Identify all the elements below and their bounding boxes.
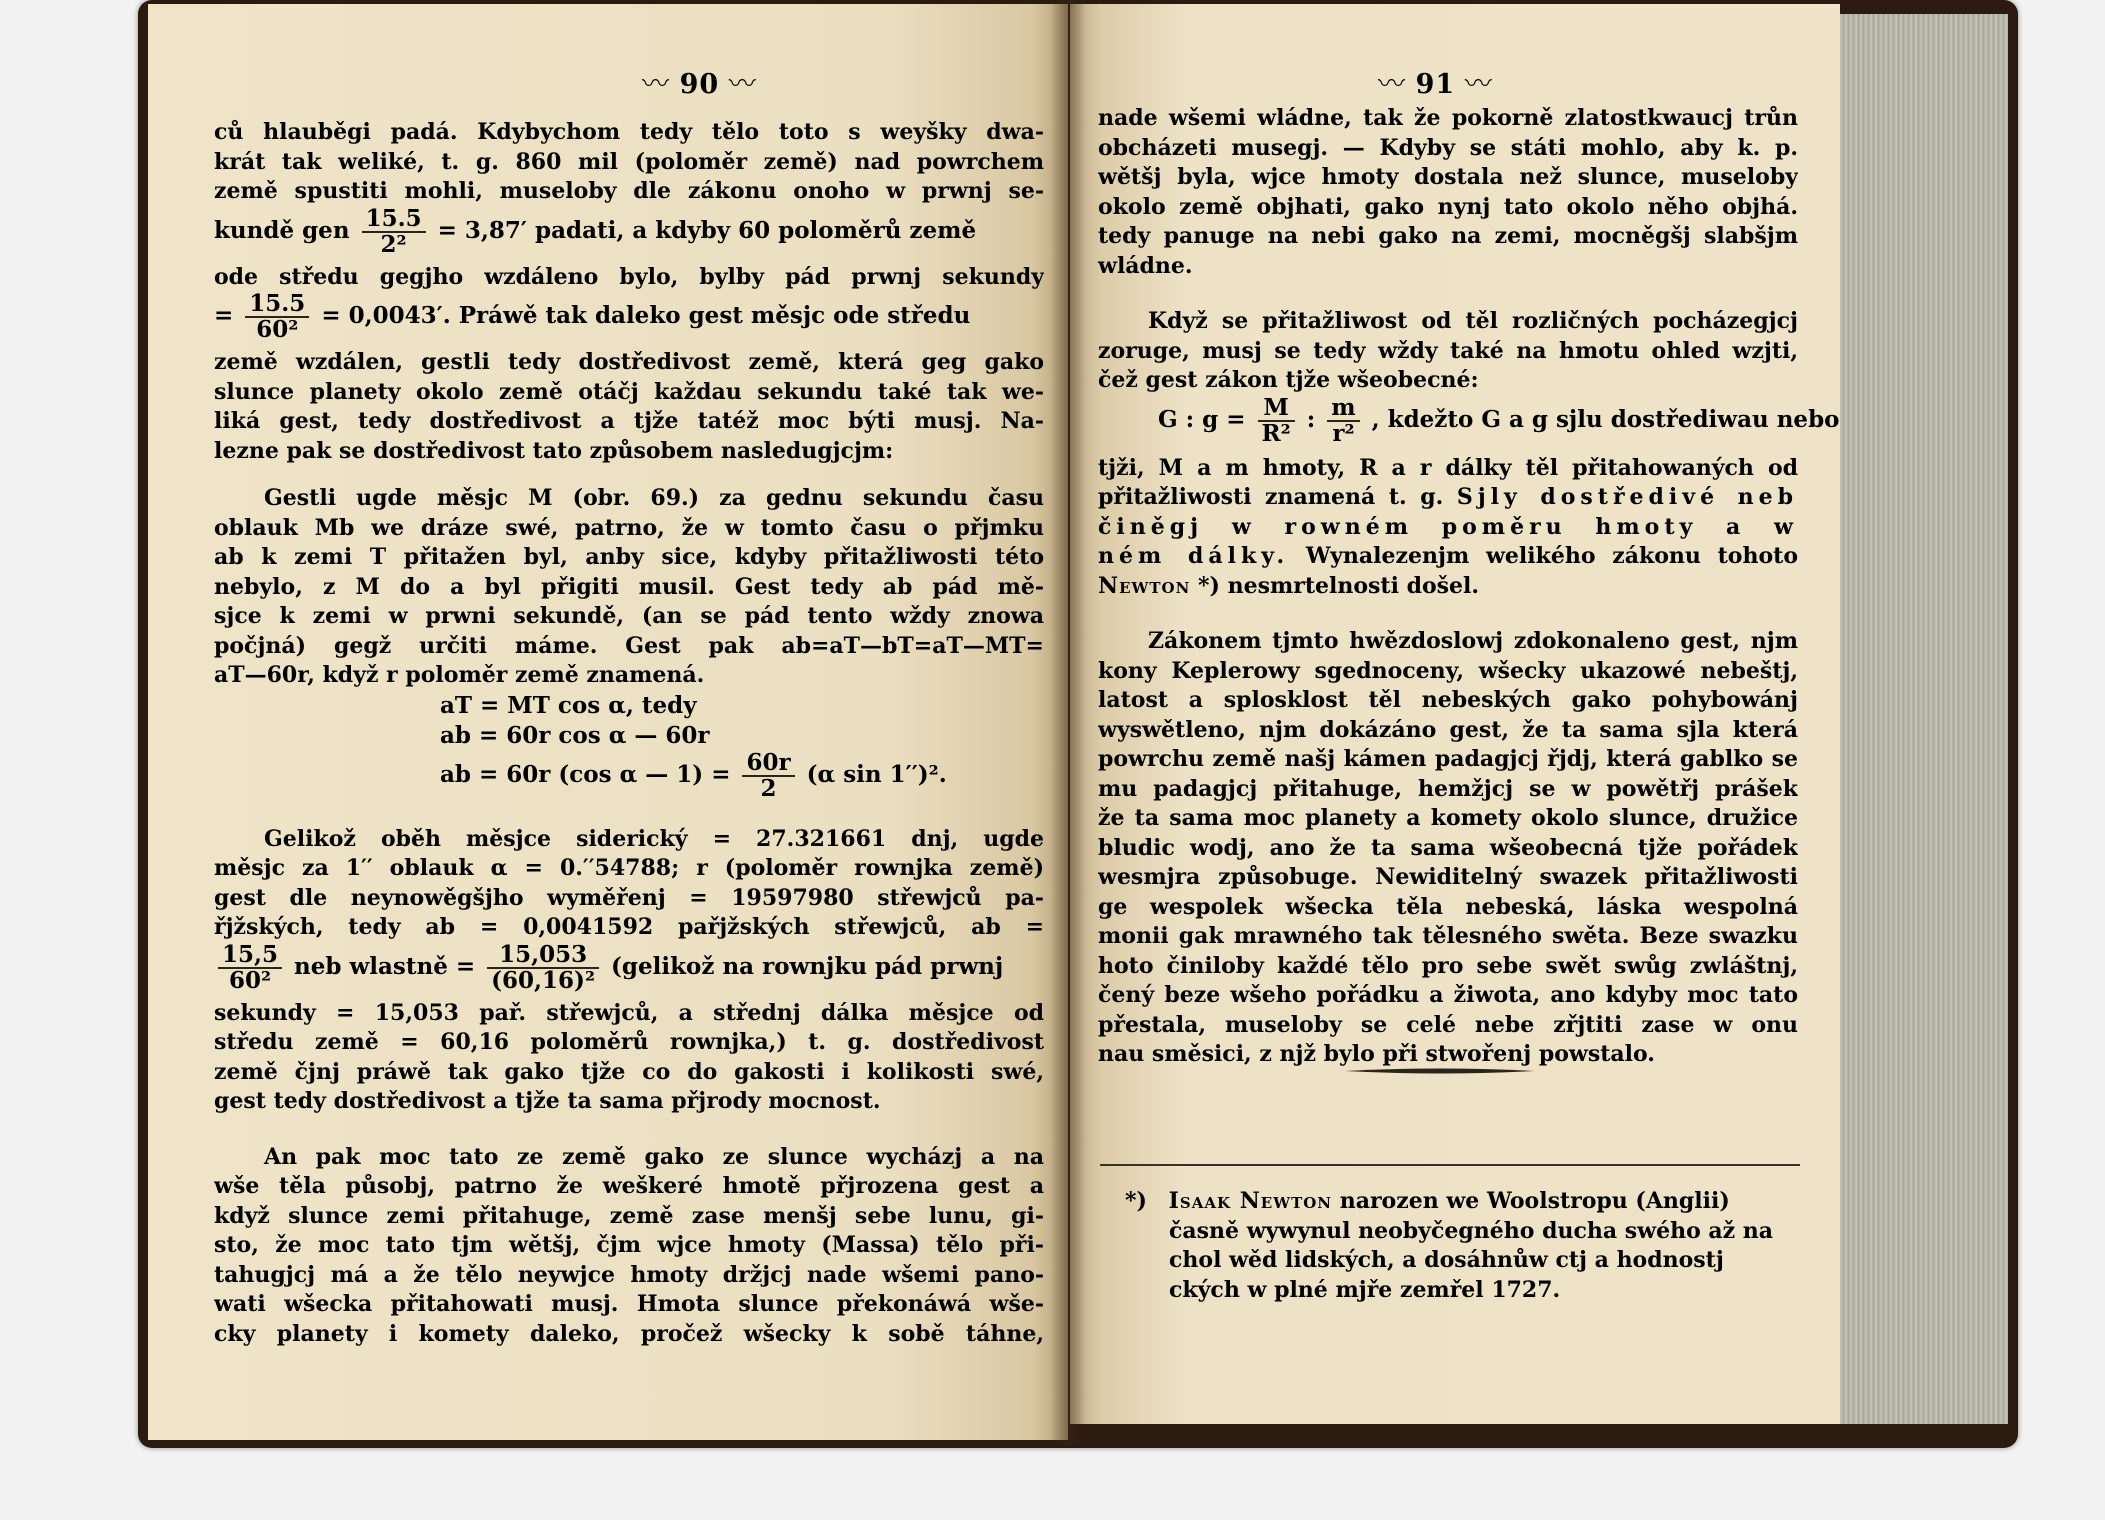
- text-line: země spustiti mohli, museloby dle zákonu onoho w prwnj se-: [214, 178, 1044, 204]
- text-line: sjce k zemi w prwni sekundě, (an se pád tento wždy znowa: [214, 603, 1044, 629]
- text-line: Zákonem tjmto hwězdoslowj zdokonaleno gest, njm: [1148, 628, 1798, 654]
- text-line: cky planety i komety daleko, pročež wšecky k sobě táhne,: [214, 1320, 1044, 1347]
- text-line: powrchu země našj kámen padagjcj řjdj, která gablko se: [1098, 746, 1798, 772]
- text-line: slunce planety okolo země otáčj každau sekundu také tak we-: [214, 378, 1044, 405]
- text-line: krát tak weliké, t. g. 860 mil (poloměr země) nad powrchem: [214, 148, 1044, 175]
- footnote-rule: [1100, 1164, 1800, 1166]
- text-line: že ta sama moc planety a komety okolo slunce, družice: [1098, 805, 1798, 831]
- text-line: nade wšemi wládne, tak že pokorně zlatostkwaucj trůn: [1098, 105, 1798, 131]
- text-line: latost a splosklost těl nebeských gako pohybowánj: [1098, 687, 1798, 713]
- text-line: ode středu gegjho wzdáleno bylo, bylby pád prwnj sekundy: [214, 263, 1044, 290]
- text-line: hoto činiloby každé tělo pro sebe swět swůg zwláštnj,: [1098, 952, 1798, 979]
- text-line: Newton *) nesmrtelnosti došel.: [1098, 572, 1480, 599]
- text-line: sekundy = 15,053 pař. střewjců, a střednj dálka měsjce od: [214, 999, 1044, 1026]
- equation-4: ab = 60r cos α — 60r: [440, 721, 710, 749]
- text-line: měsjc za 1′′ oblauk α = 0.′′54788; r (poloměr rownjka země): [214, 855, 1044, 881]
- text-line: kony Keplerowy sgednoceny, wšecky ukazowé nebeštj,: [1098, 657, 1798, 684]
- text-line: ab k zemi T přitažen byl, anby sice, kdyby přitažliwosti této: [214, 544, 1044, 570]
- equation-2: = $\frac{15.5}{\text{60²}}$ = 0,0043′. Práwě tak daleko gest měsjc ode středu: [214, 290, 971, 343]
- text-line: wše těla působj, patrno že weškeré hmotě přjrozena gest a: [214, 1173, 1044, 1199]
- text-line: wati wšecka přitahowati musj. Hmota slunce překonáwá wše-: [214, 1291, 1044, 1317]
- text-line: wesmjra způsobuge. Newiditelný swazek přitažliwosti: [1098, 864, 1798, 890]
- left-page-text: [214, 118, 1044, 1349]
- text-line: nau směsici, z njž bylo při stwořenj powstalo.: [1098, 1041, 1655, 1067]
- equation-6: $\frac{15,5}{\text{60²}}$ neb wlastně = $\frac{15,053}{\text{(60,16)²}}$ (gelikož na rownjku pád prwnj: [214, 943, 1044, 999]
- text-line: čež gest zákon tjže wšeobecné:: [1098, 367, 1479, 393]
- text-line: An pak moc tato ze země gako ze slunce wycházj a na: [264, 1143, 1044, 1170]
- text-line: když slunce zemi přitahuge, země zase menšj sebe lunu, gi-: [214, 1202, 1044, 1229]
- right-page-number: 〰 91 〰: [1378, 69, 1493, 100]
- text-line: počjná) gegž určiti máme. Gest pak ab=aT—bT=aT—MT=: [214, 632, 1044, 659]
- text-line: Když se přitažliwost od těl rozličných pocházegjcj: [1148, 308, 1798, 334]
- book-gutter: [1050, 0, 1086, 1446]
- text-line: bludic wodj, ano že ta sama wšeobecná tjže pořádek: [1098, 834, 1798, 861]
- text-line: gest tedy dostředivost a tjže ta sama přjrody mocnost.: [214, 1088, 881, 1114]
- text-line: wyswětleno, njm dokázáno gest, že ta sama sjla která: [1098, 716, 1798, 743]
- text-line: monii gak mrawného tak tělesného swěta. Beze swazku: [1098, 923, 1798, 949]
- text-line: činěgj w rowném poměru hmoty a w: [1098, 513, 1798, 540]
- text-line: mu padagjcj přitahuge, hemžjcj se w powětřj prášek: [1098, 775, 1798, 802]
- text-line: okolo země objhati, gako nynj tato okolo něho objhá.: [1098, 193, 1798, 220]
- text-line: přitažliwosti znamená t. g. Sjly dostředivé neb: [1098, 484, 1798, 510]
- text-line: Gestli ugde měsjc M (obr. 69.) za gednu sekundu času: [264, 485, 1044, 511]
- equation-3: aT = MT cos α, tedy: [440, 691, 697, 719]
- equation-5: ab = 60r (cos α — 1) = $\frac{60r}{2}$ (α sin 1′′)².: [440, 748, 947, 802]
- footnote-line: *) Isaak Newton narozen we Woolstropu (Anglii): [1125, 1188, 1730, 1214]
- text-line: tedy panuge na nebi gako na zemi, mocněgšj slabšjm: [1098, 223, 1798, 249]
- text-line: ge wespolek wšecka těla nebeská, láska wespolná: [1098, 893, 1798, 920]
- text-line: ném dálky. Wynalezenjm welikého zákonu tohoto: [1098, 543, 1798, 569]
- text-line: wládne.: [1098, 252, 1193, 279]
- text-line: wětšj byla, wjce hmoty dostala než slunce, museloby: [1098, 164, 1798, 190]
- text-line: tahugjcj má a že tělo neywjce hmoty držjcj nade wšemi pano-: [214, 1261, 1044, 1288]
- ornament-divider: [1345, 1066, 1535, 1076]
- equation-gravity: G : g = $\frac{M}{\text{R²}}$ : $\frac{m}{\text{r²}}$ , kdežto G a g sjlu dostřediwau nebo: [1158, 393, 1840, 447]
- text-line: sto, že moc tato tjm wětšj, čjm wjce hmoty (Massa) tělo při-: [214, 1232, 1044, 1258]
- text-line: středu země = 60,16 poloměrů rownjka,) t. g. dostředivost: [214, 1029, 1044, 1055]
- footnote: [1125, 1186, 1795, 1304]
- text-line: přestala, museloby se celé nebe zřjtiti zase w onu: [1098, 1011, 1798, 1038]
- text-line: nebylo, z M do a byl přigiti musil. Gest tedy ab pád mě-: [214, 573, 1044, 600]
- text-line: ců hlauběgi padá. Kdybychom tedy tělo toto s weyšky dwa-: [214, 119, 1044, 145]
- text-line: tjži, M a m hmoty, R a r dálky těl přitahowaných od: [1098, 454, 1798, 481]
- text-line: řjžských, tedy ab = 0,0041592 pařjžských střewjců, ab =: [214, 914, 1044, 940]
- footnote-line: chol wěd lidských, a dosáhnůw ctj a hodnostj: [1169, 1247, 1724, 1273]
- text-line: liká gest, tedy dostředivost a tjže tatéž moc býti musj. Na-: [214, 408, 1044, 434]
- page-edges: [1840, 14, 2008, 1424]
- text-line: oblauk Mb we dráze swé, patrno, že w tomto času o přjmku: [214, 514, 1044, 541]
- text-line: zoruge, musj se tedy wždy také na hmotu ohled wzjti,: [1098, 337, 1798, 364]
- footnote-line: ckých w plné mjře zemřel 1727.: [1169, 1276, 1561, 1303]
- text-line: Gelikož oběh měsjce siderický = 27.321661 dnj, ugde: [264, 825, 1044, 852]
- text-line: čený beze wšeho pořádku a žiwota, ano kdyby moc tato: [1098, 982, 1798, 1008]
- text-line: země čjnj práwě tak gako tjže co do gakosti i kolikosti swé,: [214, 1058, 1044, 1085]
- text-line: gest dle neynowěgšjho wyměřenj = 19597980 střewjců pa-: [214, 884, 1044, 911]
- text-line: lezne pak se dostředivost tato způsobem nasledugjcjm:: [214, 437, 894, 464]
- text-line: obcházeti musegj. — Kdyby se státi mohlo, aby k. p.: [1098, 134, 1798, 161]
- text-line: aT—60r, když r poloměr země znamená.: [214, 662, 705, 688]
- right-page-text: [1098, 104, 1840, 1070]
- left-page-number: 〰 90 〰: [642, 69, 757, 100]
- text-line: země wzdálen, gestli tedy dostředivost země, která geg gako: [214, 349, 1044, 375]
- equation-1: kundě gen $\frac{15.5}{\text{2²}}$ = 3,87′ padati, a kdyby 60 poloměrů země: [214, 204, 977, 258]
- footnote-line: časně wywynul neobyčegného ducha swého až na: [1169, 1217, 1774, 1244]
